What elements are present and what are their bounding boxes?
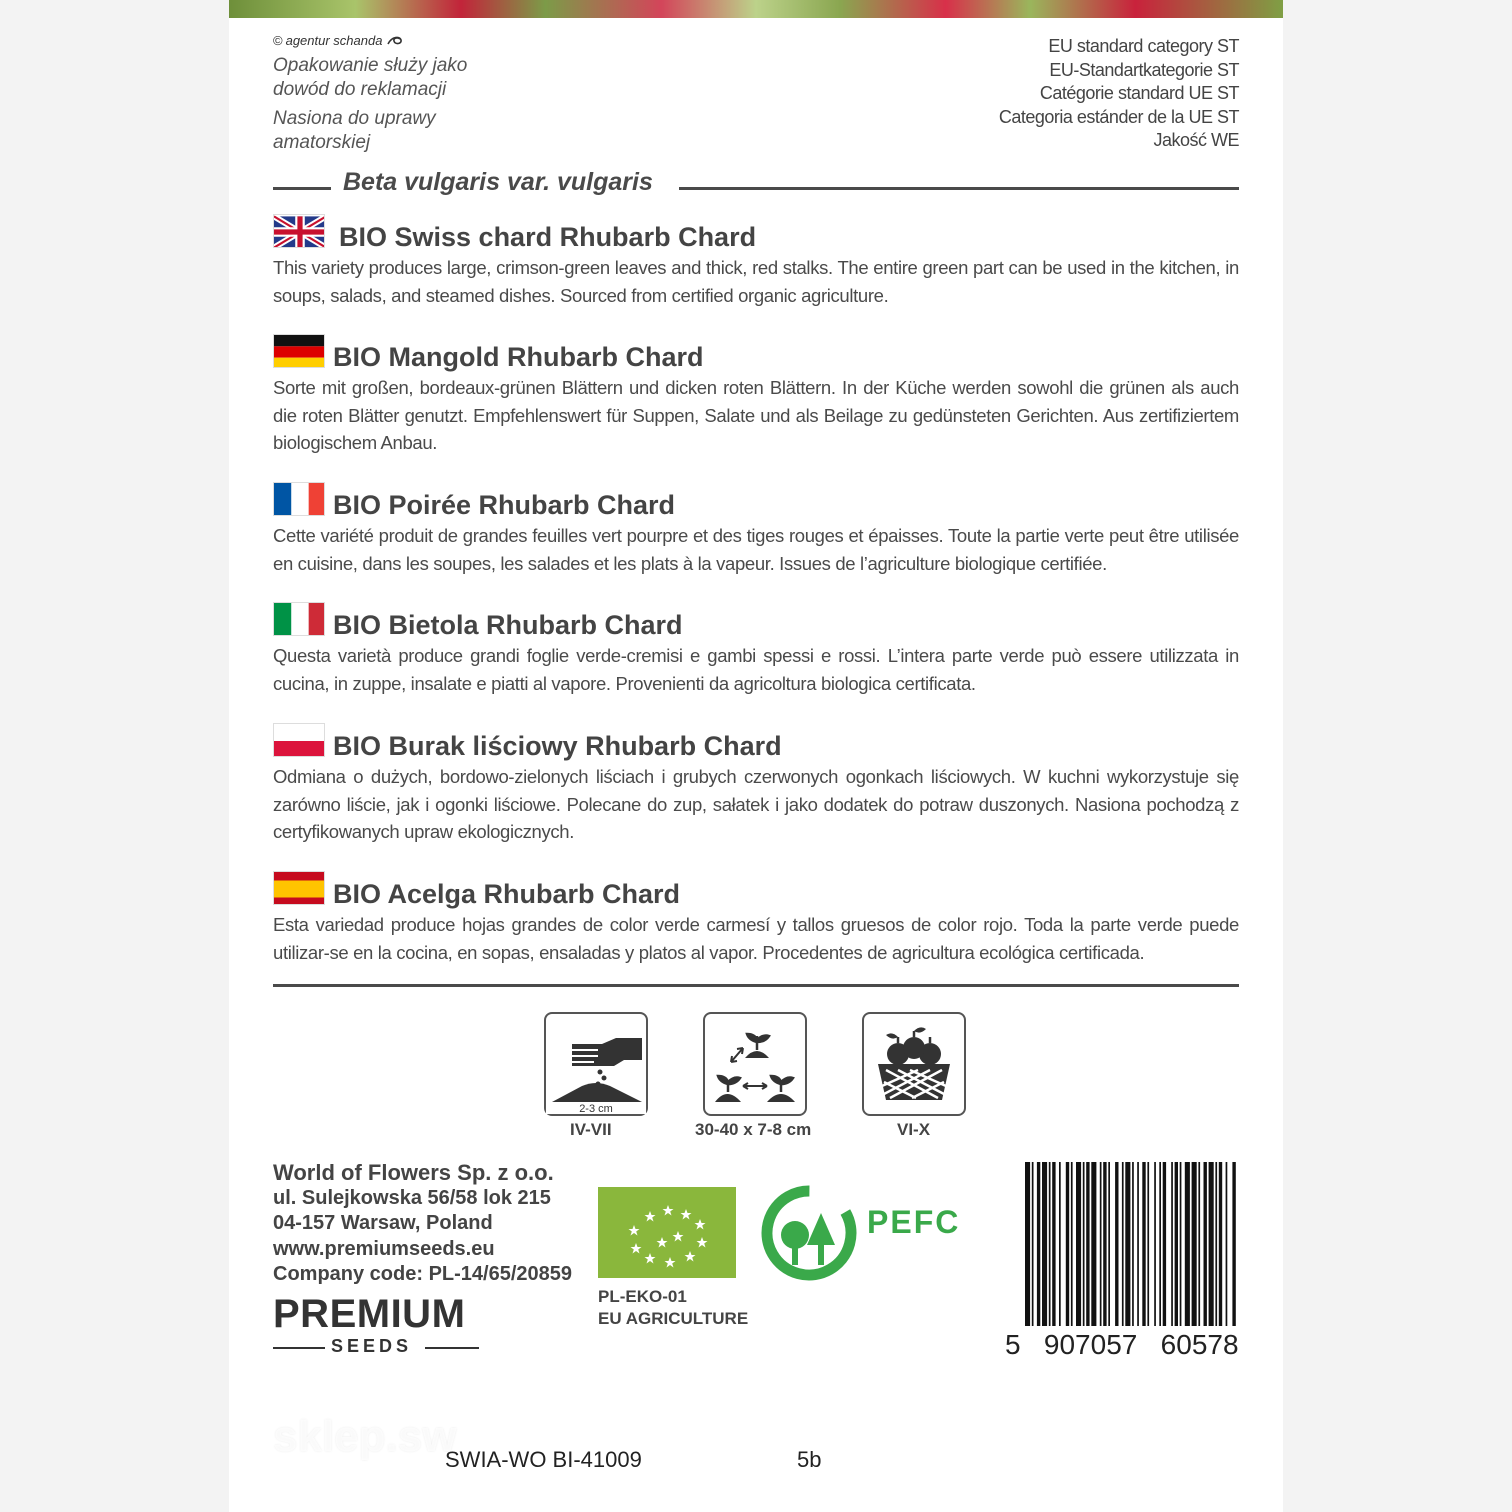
barcode-bar [1052,1162,1055,1326]
packet-notes [273,32,533,160]
it-flag-icon [273,602,325,636]
seed-packet-back [229,0,1283,1512]
barcode-bar [1154,1162,1156,1326]
barcode-bar [1198,1162,1200,1326]
uk-flag-icon [273,214,325,248]
barcode-bar [1180,1162,1182,1326]
eu-cert-code: PL-EKO-01 [598,1287,687,1306]
barcode-bar [1100,1162,1102,1326]
barcode-bar [1066,1162,1069,1326]
barcode-bar [1103,1162,1106,1326]
barcode-bar [1059,1162,1061,1326]
complaint-note: Opakowanie służy jako dowód do reklamacji [273,55,468,100]
barcode-bar [1137,1162,1139,1326]
sowing-depth-label: 2-3 cm [579,1103,613,1114]
section-description: Esta variedad produce hojas grandes de color verde carmesí y tallos gruesos de color rojo. Toda la parte verde puede utilizar-se en la cocina, en sopas, ensaladas y platos al vapor. Procedentes de agricultura ecológica certificada. [273,914,1239,963]
barcode-bar [1215,1162,1217,1326]
barcode-bar [1083,1162,1085,1326]
company-address [273,1160,572,1288]
de-flag-icon [273,334,325,368]
section-description: Odmiana o dużych, bordowo-zielonych liściach i grubych czerwonych ogonkach liściowych. W kuchni wykorzystuje się zarówno liście, jak i ogonki liściowe. Polecane do zup, sałatek i jako dodatek do potraw duszonych. Nasiona pochodzą z certyfikowanych upraw ekologicznych. [273,766,1239,842]
section-fr [273,482,1239,577]
barcode-bar [1076,1162,1081,1326]
section-title [273,214,1239,254]
company-name: World of Flowers Sp. z o.o. [273,1160,554,1185]
barcode-bar [1091,1162,1096,1326]
company-website[interactable]: www.premiumseeds.eu [273,1237,495,1260]
barcode-bar [1232,1162,1235,1326]
eu-category-en: EU standard category ST [1048,36,1239,56]
watermark: sklep.sw [273,1412,457,1461]
pl-flag-icon [273,723,325,757]
barcode-bar [1142,1162,1145,1326]
barcode-bar [1071,1162,1073,1326]
copyright-owner: agentur schanda [285,33,383,48]
eu-category-list [999,35,1239,153]
barcode-icon [1003,1162,1239,1358]
eu-organic-leaf-icon [598,1187,736,1278]
harvest-basket-icon [862,1012,966,1116]
brand-sub: SEEDS [331,1336,413,1356]
es-flag-icon [273,871,325,905]
barcode-bar [1159,1162,1161,1326]
barcode-bar [1037,1162,1040,1326]
latin-name-row [273,168,1239,204]
plant-spacing-icon [703,1012,807,1116]
copyright-line [273,32,533,50]
divider [679,187,1239,190]
print-code: SWIA-WO BI-41009 [445,1447,642,1472]
section-en [273,214,1239,309]
barcode-bar [1163,1162,1166,1326]
barcode [1003,1162,1239,1358]
section-title-text: BIO Burak liściowy Rhubarb Chard [333,731,782,761]
sowing-period-label: IV-VII [570,1120,612,1139]
section-title [273,482,1239,522]
barcode-bar [1025,1162,1030,1326]
brand-logo [273,1292,483,1358]
pefc-text: PEFC [867,1204,961,1240]
pefc-logo [759,1183,969,1283]
eu-category-fr: Catégorie standard UE ST [1039,83,1239,103]
company-city: 04-157 Warsaw, Poland [273,1212,493,1234]
section-description: Questa varietà produce grandi foglie verde-cremisi e gambi spessi e rossi. L’intera parte verde può essere utilizzata in cucina, in zuppe, insalate e piatti al vapore. Provenienti da agricoltura biologica certificata. [273,645,1239,694]
divider [273,1347,325,1349]
section-description: Sorte mit großen, bordeaux-grünen Blättern und dicken roten Blättern. In der Küche werden sowohl die grünen als auch die roten Blätter genutzt. Empfehlenswert für Suppen, Salate und als Beilage zu gedünsteten Gerichten. Aus zertifiziertem biologischem Anbau. [273,377,1239,453]
section-title [273,871,1239,911]
fr-flag-icon [273,482,325,516]
eu-category-es: Categoria estánder de la UE ST [998,106,1239,127]
barcode-bar [1219,1162,1222,1326]
eu-category-de: EU-Standartkategorie ST [1049,59,1239,80]
barcode-bar [1122,1162,1124,1326]
brand-name: PREMIUM [273,1292,466,1336]
product-photo-strip [229,0,1283,18]
section-title [273,602,1239,642]
section-description: This variety produces large, crimson-green leaves and thick, red stalks. The entire green part can be used in the kitchen, in soups, salads, and steamed dishes. Sourced from certified organic agriculture. [273,257,1239,306]
barcode-bar [1032,1162,1034,1326]
divider [273,984,1239,987]
section-it [273,602,1239,697]
section-es [273,871,1239,966]
section-title-text: BIO Poirée Rhubarb Chard [333,490,676,520]
divider [425,1347,479,1349]
eu-agriculture-label: EU AGRICULTURE [598,1309,749,1328]
barcode-bar [1226,1162,1228,1326]
barcode-bar [1147,1162,1149,1326]
eu-category-pl: Jakość WE [1153,130,1239,150]
divider [273,187,331,190]
swirl-logo-icon [386,34,404,46]
barcode-bar [1185,1162,1190,1326]
section-title [273,334,1239,374]
brand-subline [273,1336,483,1358]
section-title-text: BIO Swiss chard Rhubarb Chard [339,222,757,252]
barcode-bar [1175,1162,1178,1326]
harvest-period-label: VI-X [897,1120,931,1139]
sowing-hand-icon [544,1012,648,1116]
copyright-icon: © [273,33,283,48]
section-title-text: BIO Mangold Rhubarb Chard [333,342,704,372]
spacing-label: 30-40 x 7-8 cm [695,1120,812,1139]
section-title-text: BIO Acelga Rhubarb Chard [333,879,681,909]
latin-name: Beta vulgaris var. vulgaris [343,168,653,196]
eu-certification-code [598,1286,748,1330]
barcode-number: 5 907057 605781 [1005,1329,1239,1358]
section-description: Cette variété produit de grandes feuilles vert pourpre et des tiges rouges et épaisses. Toute la partie verte peut être utilisée en cuisine, dans les soupes, les salades et les plats à la vapeur. Issues de l’agriculture biologique certifiée. [273,525,1239,574]
section-title-text: BIO Bietola Rhubarb Chard [333,610,683,640]
amateur-note: Nasiona do uprawy amatorskiej [273,108,436,153]
section-de [273,334,1239,457]
barcode-bar [1108,1162,1110,1326]
barcode-bar [1115,1162,1118,1326]
barcode-bar [1132,1162,1134,1326]
barcode-bar [1049,1162,1051,1326]
print-number: 5b [797,1447,822,1472]
barcode-bar [1125,1162,1130,1326]
barcode-bar [1042,1162,1047,1326]
section-pl [273,723,1239,846]
company-code: Company code: PL-14/65/20859 [273,1263,573,1285]
barcode-bar [1209,1162,1214,1326]
company-street: ul. Sulejkowska 56/58 lok 215 [273,1186,551,1209]
section-title [273,723,1239,763]
barcode-bar [1086,1162,1089,1326]
barcode-bar [1192,1162,1197,1326]
barcode-bar [1171,1162,1173,1326]
barcode-bar [1204,1162,1207,1326]
